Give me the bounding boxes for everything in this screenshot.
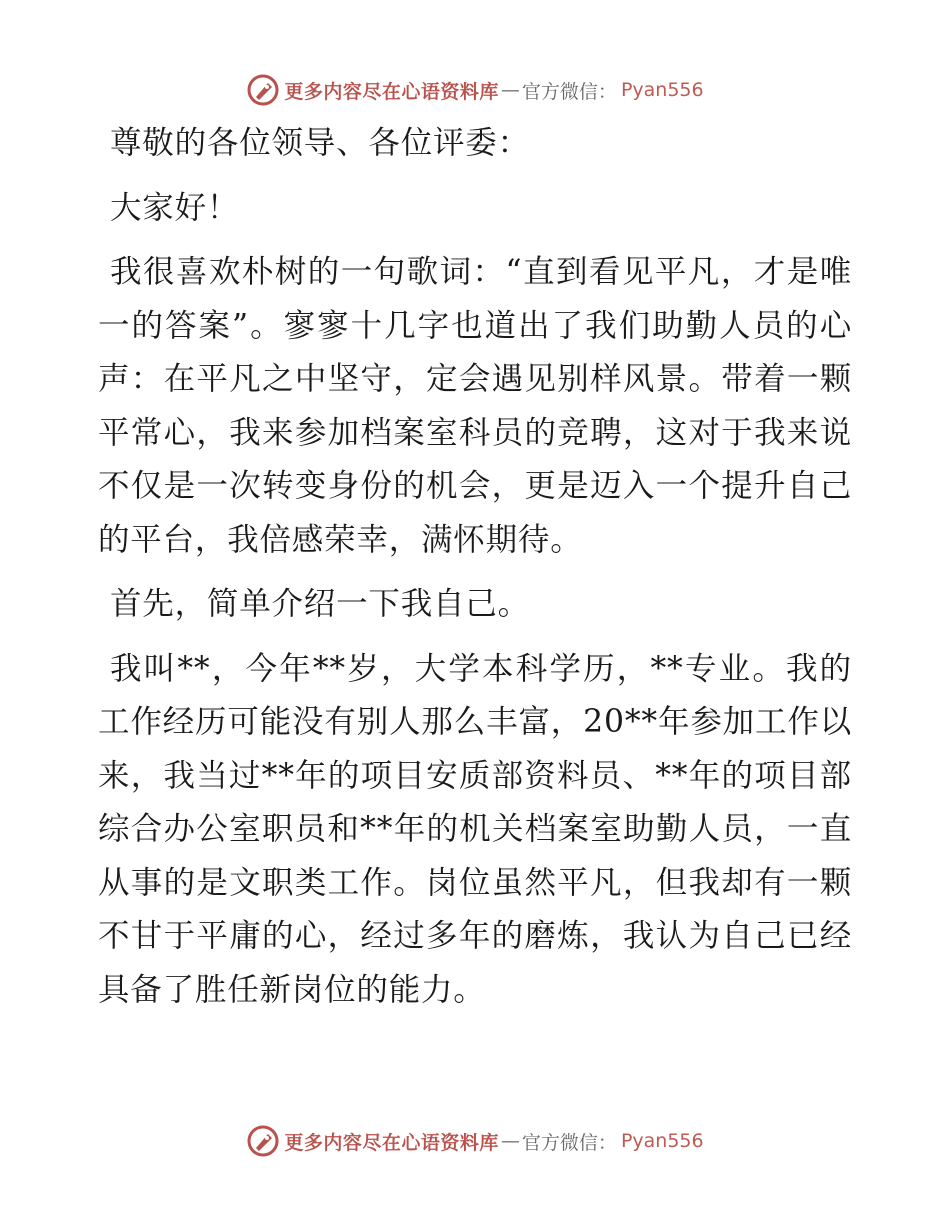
- watermark-brand: 更多内容尽在心语资料库: [284, 1131, 499, 1154]
- watermark-brand: 更多内容尽在心语资料库: [284, 80, 499, 103]
- watermark-wechat-id: Pyan556: [620, 1130, 704, 1152]
- header-watermark: [0, 70, 950, 110]
- intro-paragraph: 我很喜欢朴树的一句歌词：“直到看见平凡，才是唯一的答案”。寥寥十几字也道出了我们助勤人员的心声：在平凡之中坚守，定会遇见别样风景。带着一颗平常心，我来参加档案室科员的竞聘，这对于我来说不仅是一次转变身份的机会，更是迈入一个提升自己的平台，我倍感荣幸，满怀期待。: [98, 254, 852, 558]
- pen-nib-logo-icon: [246, 1124, 280, 1158]
- background-paragraph: 我叫**，今年**岁，大学本科学历，**专业。我的工作经历可能没有别人那么丰富，20**年参加工作以来，我当过**年的项目安质部资料员、**年的项目部综合办公室职员和**年的机关档案室助勤人员，一直从事的是文职类工作。岗位虽然平凡，但我却有一颗不甘于平庸的心，经过多年的磨炼，我认为自己已经具备了胜任新岗位的能力。: [98, 650, 852, 1008]
- footer-watermark: [0, 1121, 950, 1161]
- greeting: 大家好！: [110, 189, 240, 226]
- salutation: 尊敬的各位领导、各位评委：: [110, 125, 530, 161]
- watermark-separator: —: [500, 1130, 520, 1152]
- watermark-official-label: 官方微信：: [521, 1131, 617, 1154]
- watermark-separator: —: [500, 79, 520, 101]
- watermark-wechat-id: Pyan556: [620, 79, 704, 101]
- self-intro-lead: 首先，简单介绍一下我自己。: [110, 586, 530, 622]
- document-body: [98, 117, 852, 1028]
- pen-nib-logo-icon: [246, 73, 280, 107]
- watermark-official-label: 官方微信：: [521, 80, 617, 103]
